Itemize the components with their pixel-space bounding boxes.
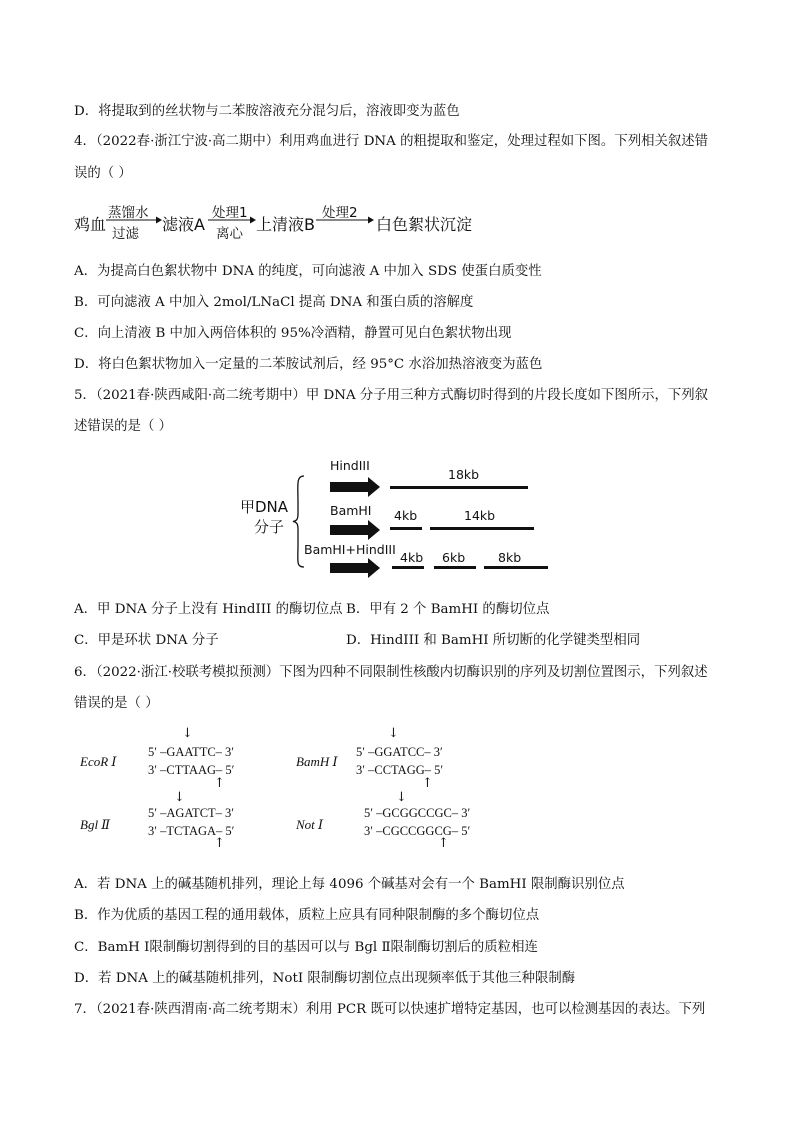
cut-arrow-up-icon: ↑ [214, 776, 225, 791]
q6-option-a: A．若 DNA 上的碱基随机排列，理论上每 4096 个碱基对会有一个 BamHI 限制酶识别位点 [74, 877, 625, 892]
cut-arrow-up-icon: ↑ [438, 836, 449, 851]
enzyme-label-bamhi-hindiii: BamHI+HindIII [304, 542, 396, 557]
enzyme-name-ecori: EcoR Ⅰ [80, 754, 117, 769]
thick-arrow-icon [330, 477, 382, 497]
sequence-top: 5′ –GAATTC– 3′ [148, 745, 235, 759]
q5-stem-line2: 述错误的是（ ） [74, 419, 172, 434]
cut-arrow-up-icon: ↑ [422, 776, 433, 791]
q4-stem-line1: 4．（2022春·浙江宁波·高二期中）利用鸡血进行 DNA 的粗提取和鉴定，处理过程如下图。下列相关叙述错 [74, 134, 709, 149]
thick-arrow-icon [330, 558, 382, 578]
enzyme-label-hindiii: HindIII [330, 458, 370, 473]
sequence-bottom: 3′ –TCTAGA– 5′ [148, 824, 235, 838]
q6-stem-line1: 6．（2022·浙江·校联考模拟预测）下图为四种不同限制性核酸内切酶识别的序列及切割位置图示，下列叙述 [74, 665, 708, 680]
flow-end: 白色絮状沉淀 [376, 215, 473, 234]
q6-option-c: C．BamH Ⅰ限制酶切割得到的目的基因可以与 Bgl Ⅱ限制酶切割后的质粒相连 [74, 940, 538, 955]
dna-extraction-flow-diagram [74, 198, 494, 244]
fragment-label: 6kb [442, 550, 466, 565]
q5-option-c: C．甲是环状 DNA 分子 [74, 633, 219, 648]
fragment-bar [390, 527, 422, 530]
enzyme-name-bamhi: BamH Ⅰ [296, 754, 338, 769]
q5-option-a: A．甲 DNA 分子上没有 HindIII 的酶切位点 [74, 602, 343, 617]
fragment-bar [392, 566, 424, 569]
sequence-bottom: 3′ –CGCCGGCG– 5′ [364, 824, 471, 838]
enzyme-name-noti: Not Ⅰ [296, 817, 324, 832]
q4-option-c: C．向上清液 B 中加入两倍体积的 95%冷酒精，静置可见白色絮状物出现 [74, 326, 512, 341]
molecule-label-line2: 分子 [254, 518, 285, 536]
fragment-bar [434, 566, 476, 569]
fragment-label: 18kb [448, 467, 480, 482]
sequence-top: 5′ –GCGGCCGC– 3′ [364, 806, 471, 820]
cut-arrow-down-icon: ↓ [396, 790, 407, 805]
molecule-label-line1: 甲DNA [240, 498, 289, 516]
q6-option-b: B．作为优质的基因工程的通用载体，质粒上应具有同种限制酶的多个酶切位点 [74, 908, 540, 923]
q3-option-d: D．将提取到的丝状物与二苯胺溶液充分混匀后，溶液即变为蓝色 [74, 104, 460, 119]
q7-stem-line1: 7．（2021春·陕西渭南·高二统考期末）利用 PCR 既可以快速扩增特定基因，也可以检测基因的表达。下列 [74, 1002, 706, 1017]
fragment-label: 14kb [464, 508, 496, 523]
sequence-bottom: 3′ –CTTAAG– 5′ [148, 763, 235, 777]
q5-option-b: B．甲有 2 个 BamHI 的酶切位点 [346, 602, 550, 617]
flow-start: 鸡血 [74, 215, 107, 234]
cut-arrow-down-icon: ↓ [182, 726, 193, 741]
restriction-sites-figure [74, 724, 514, 858]
q4-stem-line2: 误的（ ） [74, 166, 132, 181]
fragment-bar [430, 527, 534, 530]
cut-arrow-down-icon: ↓ [388, 726, 399, 741]
fragment-label: 8kb [498, 550, 522, 565]
flow-step3-top: 处理2 [322, 205, 358, 221]
sequence-top: 5′ –AGATCT– 3′ [148, 806, 235, 820]
flow-step2-bottom: 离心 [216, 226, 243, 242]
flow-step2-top: 处理1 [212, 205, 248, 221]
flow-arrow-1 [106, 215, 162, 225]
flow-step1-bottom: 过滤 [112, 226, 139, 242]
restriction-digest-figure [236, 454, 566, 579]
thick-arrow-icon [330, 520, 382, 540]
fragment-label: 4kb [400, 550, 424, 565]
flow-mid2: 上清液B [256, 215, 315, 234]
flow-arrow-3 [316, 215, 374, 225]
q5-option-d: D．HindIII 和 BamHI 所切断的化学键类型相同 [346, 633, 641, 648]
enzyme-label-bamhi: BamHI [330, 503, 372, 518]
enzyme-name-bglii: Bgl Ⅱ [80, 817, 111, 832]
q6-stem-line2: 错误的是（ ） [74, 696, 159, 711]
fragment-bar [390, 486, 528, 489]
cut-arrow-up-icon: ↑ [214, 836, 225, 851]
fragment-bar [484, 566, 548, 569]
q5-stem-line1: 5．（2021春·陕西咸阳·高二统考期中）甲 DNA 分子用三种方式酶切时得到的片段长度如下图所示，下列叙 [74, 388, 709, 403]
q6-option-d: D．若 DNA 上的碱基随机排列，NotI 限制酶切割位点出现频率低于其他三种限制酶 [74, 971, 576, 986]
flow-step1-top: 蒸馏水 [108, 205, 149, 221]
q4-option-a: A．为提高白色絮状物中 DNA 的纯度，可向滤液 A 中加入 SDS 使蛋白质变性 [74, 264, 542, 279]
cut-arrow-down-icon: ↓ [174, 790, 185, 805]
q4-option-b: B．可向滤液 A 中加入 2mol/LNaCl 提高 DNA 和蛋白质的溶解度 [74, 295, 474, 310]
flow-mid1: 滤液A [162, 215, 205, 234]
flow-arrow-2 [208, 215, 256, 225]
q4-option-d: D．将白色絮状物加入一定量的二苯胺试剂后，经 95°C 水浴加热溶液变为蓝色 [74, 357, 543, 372]
fragment-label: 4kb [394, 508, 418, 523]
sequence-top: 5′ –GGATCC– 3′ [356, 745, 443, 759]
sequence-bottom: 3′ –CCTAGG– 5′ [356, 763, 444, 777]
